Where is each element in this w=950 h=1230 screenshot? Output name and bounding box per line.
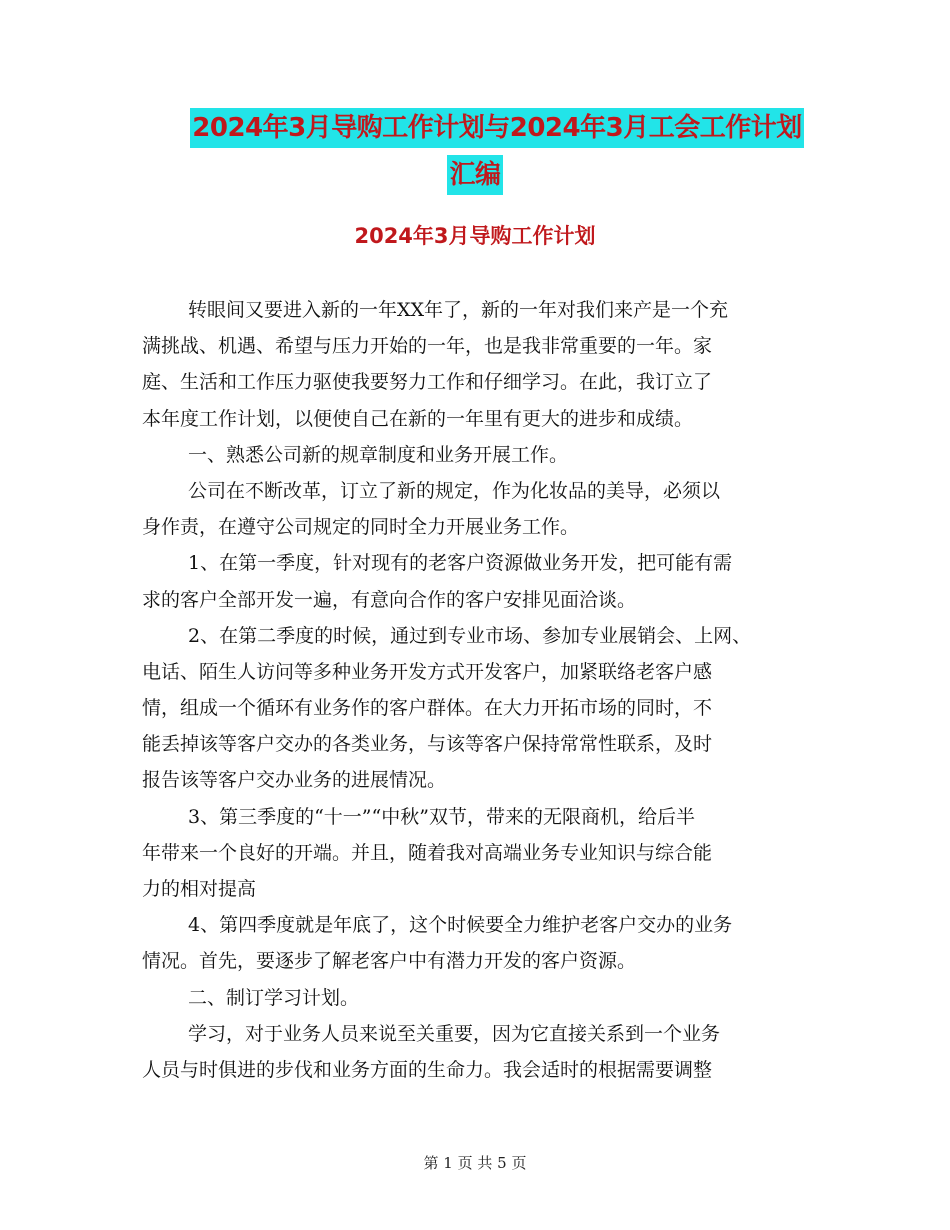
text-line: 电话、陌生人访问等多种业务开发方式开发客户，加紧联络老客户感 bbox=[142, 660, 713, 683]
text-line: 3、第三季度的“十一”“中秋”双节，带来的无限商机，给后半 bbox=[188, 805, 695, 828]
body-text bbox=[142, 292, 822, 1088]
document-title bbox=[0, 108, 950, 202]
text-line: 力的相对提高 bbox=[142, 878, 257, 900]
text-line: 求的客户全部开发一遍，有意向合作的客户安排见面洽谈。 bbox=[142, 588, 637, 611]
text-line: 4、第四季度就是年底了，这个时候要全力维护老客户交办的业务 bbox=[188, 914, 733, 937]
text-line: 一、熟悉公司新的规章制度和业务开展工作。 bbox=[188, 443, 569, 466]
page-footer: 第 1 页 共 5 页 bbox=[423, 1154, 527, 1172]
title-line-1: 2024年3月导购工作计划与2024年3月工会工作计划 bbox=[190, 108, 803, 148]
text-line: 人员与时俱进的步伐和业务方面的生命力。我会适时的根据需要调整 bbox=[142, 1058, 713, 1081]
text-line: 本年度工作计划，以便使自己在新的一年里有更大的进步和成绩。 bbox=[142, 407, 694, 430]
text-line: 报告该等客户交办业务的进展情况。 bbox=[142, 769, 447, 792]
title-line-2: 汇编 bbox=[447, 155, 502, 195]
text-line: 情况。首先，要逐步了解老客户中有潜力开发的客户资源。 bbox=[142, 950, 637, 973]
section-heading: 2024年3月导购工作计划 bbox=[354, 224, 596, 248]
text-line: 情，组成一个循环有业务作的客户群体。在大力开拓市场的同时，不 bbox=[142, 697, 713, 720]
text-line: 身作责，在遵守公司规定的同时全力开展业务工作。 bbox=[142, 516, 580, 539]
text-line: 学习，对于业务人员来说至关重要，因为它直接关系到一个业务 bbox=[188, 1022, 721, 1045]
text-line: 转眼间又要进入新的一年XX年了，新的一年对我们来产是一个充 bbox=[188, 299, 729, 321]
text-line: 2、在第二季度的时候，通过到专业市场、参加专业展销会、上网、 bbox=[188, 624, 752, 647]
text-line: 年带来一个良好的开端。并且，随着我对高端业务专业知识与综合能 bbox=[142, 841, 713, 864]
text-line: 能丢掉该等客户交办的各类业务，与该等客户保持常常性联系，及时 bbox=[142, 733, 713, 756]
text-line: 二、制订学习计划。 bbox=[188, 986, 360, 1009]
text-line: 满挑战、机遇、希望与压力开始的一年，也是我非常重要的一年。家 bbox=[142, 335, 713, 358]
text-line: 1、在第一季度，针对现有的老客户资源做业务开发，把可能有需 bbox=[188, 552, 733, 575]
text-line: 庭、生活和工作压力驱使我要努力工作和仔细学习。在此，我订立了 bbox=[142, 371, 713, 394]
text-line: 公司在不断改革，订立了新的规定，作为化妆品的美导，必须以 bbox=[188, 479, 721, 502]
